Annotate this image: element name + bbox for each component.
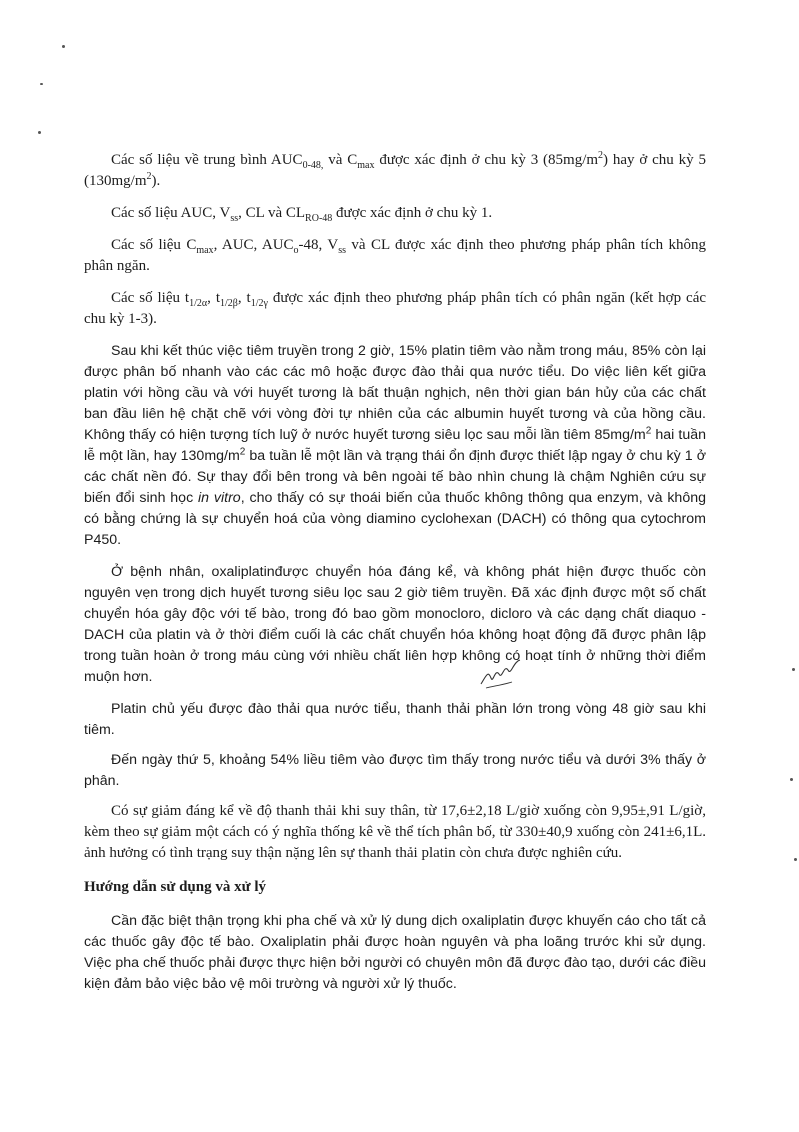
paragraph-auc-cmax: Các số liệu về trung bình $AUC_{0-48,}$ và $C_{max}$ được xác định ở chu kỳ 3 $(85mg/m^2)$ hay ở chu kỳ 5 $(130mg/m^2)$. bbox=[84, 150, 706, 189]
paragraph-auc-vss-cl: Các số liệu AUC, $V_{ss}$, CL và $CL_{RO-48}$ được xác định ở chu kỳ 1. bbox=[111, 205, 493, 224]
paragraph-day-five: Đến ngày thứ 5, khoảng 54% liều tiêm vào được tìm thấy trong nước tiểu và dưới 3% thấy ở phân. bbox=[84, 752, 706, 789]
scan-speck bbox=[62, 45, 65, 48]
paragraph-metabolism: Ở bệnh nhân, oxaliplatinđược chuyển hóa đáng kể, và không phát hiện được thuốc còn nguyên vẹn trong dịch huyết tương siêu lọc sau 2 giờ tiêm truyền. Đã xác định được một số chất chuyển hóa gây độc với tế bào, trong đó bao gồm monocloro, dicloro và các dạng chất diaquo - DACH của platin và ở thời điểm cuối là các chất chuyển hóa không hoạt động đã được phân lập trong tuần hoàn ở trong máu cùng với nhiều chất liên hợp không có hoạt tính ở những thời điểm muộn hơn. bbox=[84, 564, 706, 685]
scan-speck bbox=[790, 778, 793, 781]
scan-speck bbox=[40, 83, 43, 85]
paragraph-distribution: Sau khi kết thúc việc tiêm truyền trong 2 giờ, 15% platin tiêm vào nằm trong máu, 85% còn lại được phân bố nhanh vào các các mô hoặc được đào thải qua nước tiểu. Do việc liên kết giữa platin với hồng cầu và với huyết tương là bất thuận nghịch, nên thời gian bán hủy của các chất ban đầu liên hệ chặt chẽ với vòng đời tự nhiên của các albumin huyết tương và của hồng cầu. Không thấy có hiện tượng tích luỹ ở nước huyết tương siêu lọc sau mỗi lần tiêm $85mg/m^2$ hai tuần lễ một lần, hay $130mg/m^2$ ba tuần lễ một lần và trạng thái ổn định được thiết lập ngay ở chu kỳ 1 ở các chất nền đó. Sự thay đổi bên trong và bên ngoài tế bào nhìn chung là chậm Nghiên cứu sự biến đổi sinh học in vitro, cho thấy có sự thoái biến của thuốc không thông qua enzym, và không có bằng chứng là sự chuyển hoá của vòng diamino cyclohexan (DACH) có thông qua cytochrom P450. bbox=[84, 343, 707, 548]
paragraph-elimination: Platin chủ yếu được đào thải qua nước tiểu, thanh thải phần lớn trong vòng 48 giờ sau khi tiêm. bbox=[84, 701, 706, 738]
section-heading: Hướng dẫn sử dụng và xử lý bbox=[84, 879, 267, 895]
paragraph-half-life: Các số liệu $t_{1/2\alpha}$, $t_{1/2\beta}$, $t_{1/2\gamma}$ được xác định theo phương pháp phân tích có phân ngăn (kết hợp các chu kỳ 1-3). bbox=[84, 290, 707, 327]
paragraph-noncompartmental: Các số liệu $C_{max}$, AUC, $AUC_o-48$, $V_{ss}$ và CL được xác định theo phương pháp phân tích không phân ngăn. bbox=[84, 237, 707, 274]
paragraph-renal-clearance: Có sự giảm đáng kể về độ thanh thải khi suy thân, từ 17,6±2,18 L/giờ xuống còn 9,95±,91 L/giờ, kèm theo sự giảm một cách có ý nghĩa thống kê về thể tích phân bố, từ 330±40,9 xuống còn 241±6,1L. ảnh hưởng có tình trạng suy thận nặng lên sự thanh thải platin còn chưa được nghiên cứu. bbox=[84, 803, 706, 861]
scan-speck bbox=[792, 668, 795, 671]
scan-speck bbox=[38, 131, 41, 134]
scan-speck bbox=[794, 858, 797, 861]
paragraph-handling: Cần đặc biệt thận trọng khi pha chế và xử lý dung dịch oxaliplatin được khuyến cáo cho tất cả các thuốc gây độc tế bào. Oxaliplatin phải được hoàn nguyên và pha loãng trước khi sử dụng. Việc pha chế thuốc phải được thực hiện bởi người có chuyên môn đã được đào tạo, dưới các điều kiện đảm bảo việc bảo vệ môi trường và người xử lý thuốc. bbox=[84, 913, 706, 992]
document-body bbox=[84, 150, 706, 1006]
